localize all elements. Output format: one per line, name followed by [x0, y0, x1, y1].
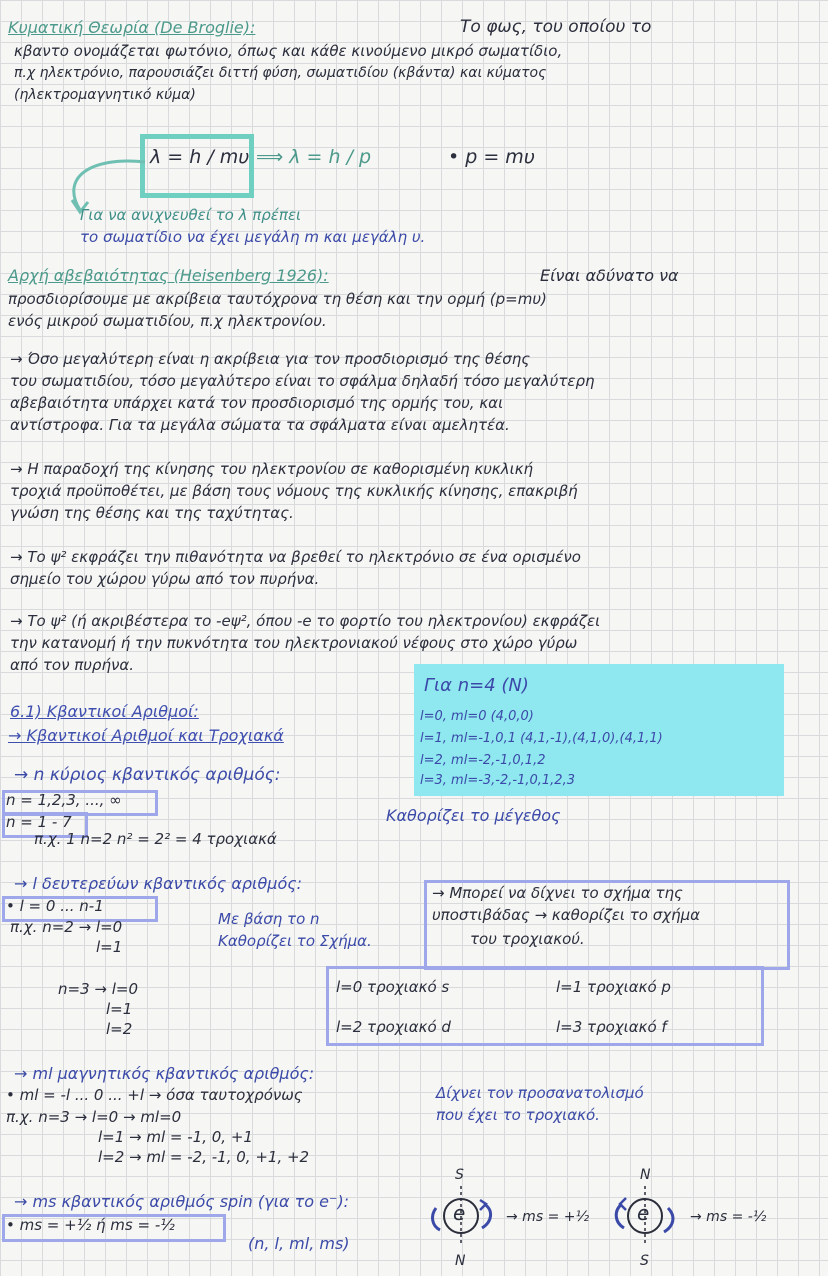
l-note-shape: Καθορίζει το Σχήμα.: [218, 932, 372, 950]
debroglie-note-1: Για να ανιχνευθεί το λ πρέπει: [80, 206, 302, 224]
ms-title: → ms κβαντικός αριθμός spin (για το e⁻):: [14, 1192, 350, 1211]
spin-down-label: → ms = -½: [690, 1209, 767, 1225]
orbital-p: l=1 τροχιακό p: [556, 978, 671, 996]
l-right-line-1: → Μπορεί να δίχνει το σχήμα της: [432, 884, 683, 902]
bullet-1-line-4: αντίστροφα. Για τα μεγάλα σώματα τα σφάλματα είναι αμελητέα.: [10, 416, 510, 434]
n-range2: n = 1 - 7: [6, 813, 72, 831]
n4-row-l3: l=3, ml=-3,-2,-1,0,1,2,3: [420, 773, 575, 788]
n4-row-l0: l=0, ml=0 (4,0,0): [420, 709, 534, 724]
debroglie-line-4: (ηλεκτρομαγνητικό κύμα): [14, 87, 196, 103]
formula-lambda: λ = h / mυ: [150, 146, 250, 168]
debroglie-heading: Κυματική Θεωρία (De Broglie):: [8, 18, 256, 37]
debroglie-line-3: π.χ ηλεκτρόνιο, παρουσιάζει διττή φύση, σωματιδίου (κβάντα) και κύματος: [14, 65, 547, 81]
orbital-s: l=0 τροχιακό s: [336, 978, 450, 996]
bullet-4-line-2: την κατανομή ή την πυκνότητα του ηλεκτρονιακού νέφους στο χώρο γύρω: [10, 634, 578, 652]
formula-arrow-lambda-p: ⟹ λ = h / p: [256, 146, 372, 168]
spin-up-top-pole: S: [455, 1167, 464, 1183]
bullet-4-line-1: → Το ψ² (ή ακριβέστερα το -eψ², όπου -e το φορτίο του ηλεκτρονίου) εκφράζει: [10, 612, 601, 630]
l-example-2a: n=3 → l=0: [58, 980, 139, 998]
quantum-orbitals-subheading: → Κβαντικοί Αριθμοί και Τροχιακά: [8, 726, 284, 745]
l-range: • l = 0 ... n-1: [6, 897, 104, 915]
heisenberg-line-2: προσδιορίσουμε με ακρίβεια ταυτόχρονα τη θέση και την ορμή (p=mυ): [8, 290, 547, 308]
l-right-line-3: του τροχιακού.: [470, 930, 585, 948]
heisenberg-line-3: ενός μικρού σωματιδίου, π.χ ηλεκτρονίου.: [8, 312, 327, 330]
n4-title: Για n=4 (N): [424, 675, 529, 696]
n-range: n = 1,2,3, ..., ∞: [6, 791, 122, 809]
spin-down-electron: e: [637, 1201, 650, 1225]
electron-spin-up-icon: [428, 1186, 508, 1246]
spin-up-bottom-pole: N: [455, 1253, 466, 1269]
bullet-1-line-1: → Όσο μεγαλύτερη είναι η ακρίβεια για τον προσδιορισμό της θέσης: [10, 350, 531, 368]
ml-title: → ml μαγνητικός κβαντικός αριθμός:: [14, 1064, 315, 1083]
ml-example-1: π.χ. n=3 → l=0 → ml=0: [6, 1108, 182, 1126]
debroglie-line-1: Το φως, του οποίου το: [460, 17, 652, 37]
l-example-1a: π.χ. n=2 → l=0: [10, 918, 123, 936]
ms-note-quadruple: (n, l, ml, ms): [248, 1234, 350, 1253]
spin-down-bottom-pole: S: [640, 1253, 649, 1269]
debroglie-note-2: το σωματίδιο να έχει μεγάλη m και μεγάλη υ.: [80, 228, 426, 246]
n4-row-l1: l=1, ml=-1,0,1 (4,1,-1),(4,1,0),(4,1,1): [420, 731, 663, 746]
n4-row-l2: l=2, ml=-2,-1,0,1,2: [420, 753, 546, 768]
bullet-1-line-2: του σωματιδίου, τόσο μεγαλύτερο είναι το σφάλμα δηλαδή τόσο μεγαλύτερη: [10, 372, 595, 390]
bullet-4-line-3: από τον πυρήνα.: [10, 656, 134, 674]
ml-example-3: l=2 → ml = -2, -1, 0, +1, +2: [98, 1148, 310, 1166]
ml-note-1: Δίχνει τον προσανατολισμό: [436, 1084, 644, 1102]
bullet-2-line-2: τροχιά προϋποθέτει, με βάση τους νόμους της κυκλικής κίνησης, επακριβή: [10, 482, 578, 500]
spin-up-label: → ms = +½: [506, 1209, 590, 1225]
spin-down-top-pole: N: [640, 1167, 651, 1183]
l-right-line-2: υποστιβάδας → καθορίζει το σχήμα: [432, 906, 701, 924]
n-note-size: Καθορίζει το μέγεθος: [386, 806, 561, 825]
quantum-numbers-heading: 6.1) Κβαντικοί Αριθμοί:: [10, 702, 199, 721]
n-title: → n κύριος κβαντικός αριθμός:: [14, 765, 281, 785]
orbital-d: l=2 τροχιακό d: [336, 1018, 451, 1036]
bullet-1-line-3: αβεβαιότητα υπάρχει κατά τον προσδιορισμό της ορμής του, και: [10, 394, 504, 412]
l-title: → l δευτερεύων κβαντικός αριθμός:: [14, 874, 303, 893]
bullet-3-line-2: σημείο του χώρου γύρω από τον πυρήνα.: [10, 570, 320, 588]
heisenberg-line-1: Είναι αδύνατο να: [540, 266, 679, 285]
bullet-2-line-1: → Η παραδοχή της κίνησης του ηλεκτρονίου σε καθορισμένη κυκλική: [10, 460, 534, 478]
ml-note-2: που έχει το τροχιακό.: [436, 1106, 600, 1124]
l-example-2c: l=2: [106, 1020, 133, 1038]
ml-example-2: l=1 → ml = -1, 0, +1: [98, 1128, 253, 1146]
l-example-2b: l=1: [106, 1000, 133, 1018]
bullet-3-line-1: → Το ψ² εκφράζει την πιθανότητα να βρεθεί το ηλεκτρόνιο σε ένα ορισμένο: [10, 548, 581, 566]
electron-spin-down-icon: [612, 1186, 692, 1246]
formula-momentum: • p = mυ: [448, 146, 535, 168]
orbital-f: l=3 τροχιακό f: [556, 1018, 667, 1036]
n-example: π.χ. 1 n=2 n² = 2² = 4 τροχιακά: [34, 830, 277, 848]
spin-up-electron: e: [453, 1201, 466, 1225]
ml-range: • ml = -l ... 0 ... +l → όσα ταυτοχρόνως: [6, 1086, 303, 1104]
debroglie-line-2: κβαντο ονομάζεται φωτόνιο, όπως και κάθε κινούμενο μικρό σωματίδιο,: [14, 42, 563, 60]
bullet-2-line-3: γνώση της θέσης και της ταχύτητας.: [10, 504, 294, 522]
l-example-1b: l=1: [96, 938, 123, 956]
l-note-based-on-n: Με βάση το n: [218, 910, 320, 928]
heisenberg-heading: Αρχή αβεβαιότητας (Heisenberg 1926):: [8, 266, 329, 285]
ms-range: • ms = +½ ή ms = -½: [6, 1216, 175, 1234]
